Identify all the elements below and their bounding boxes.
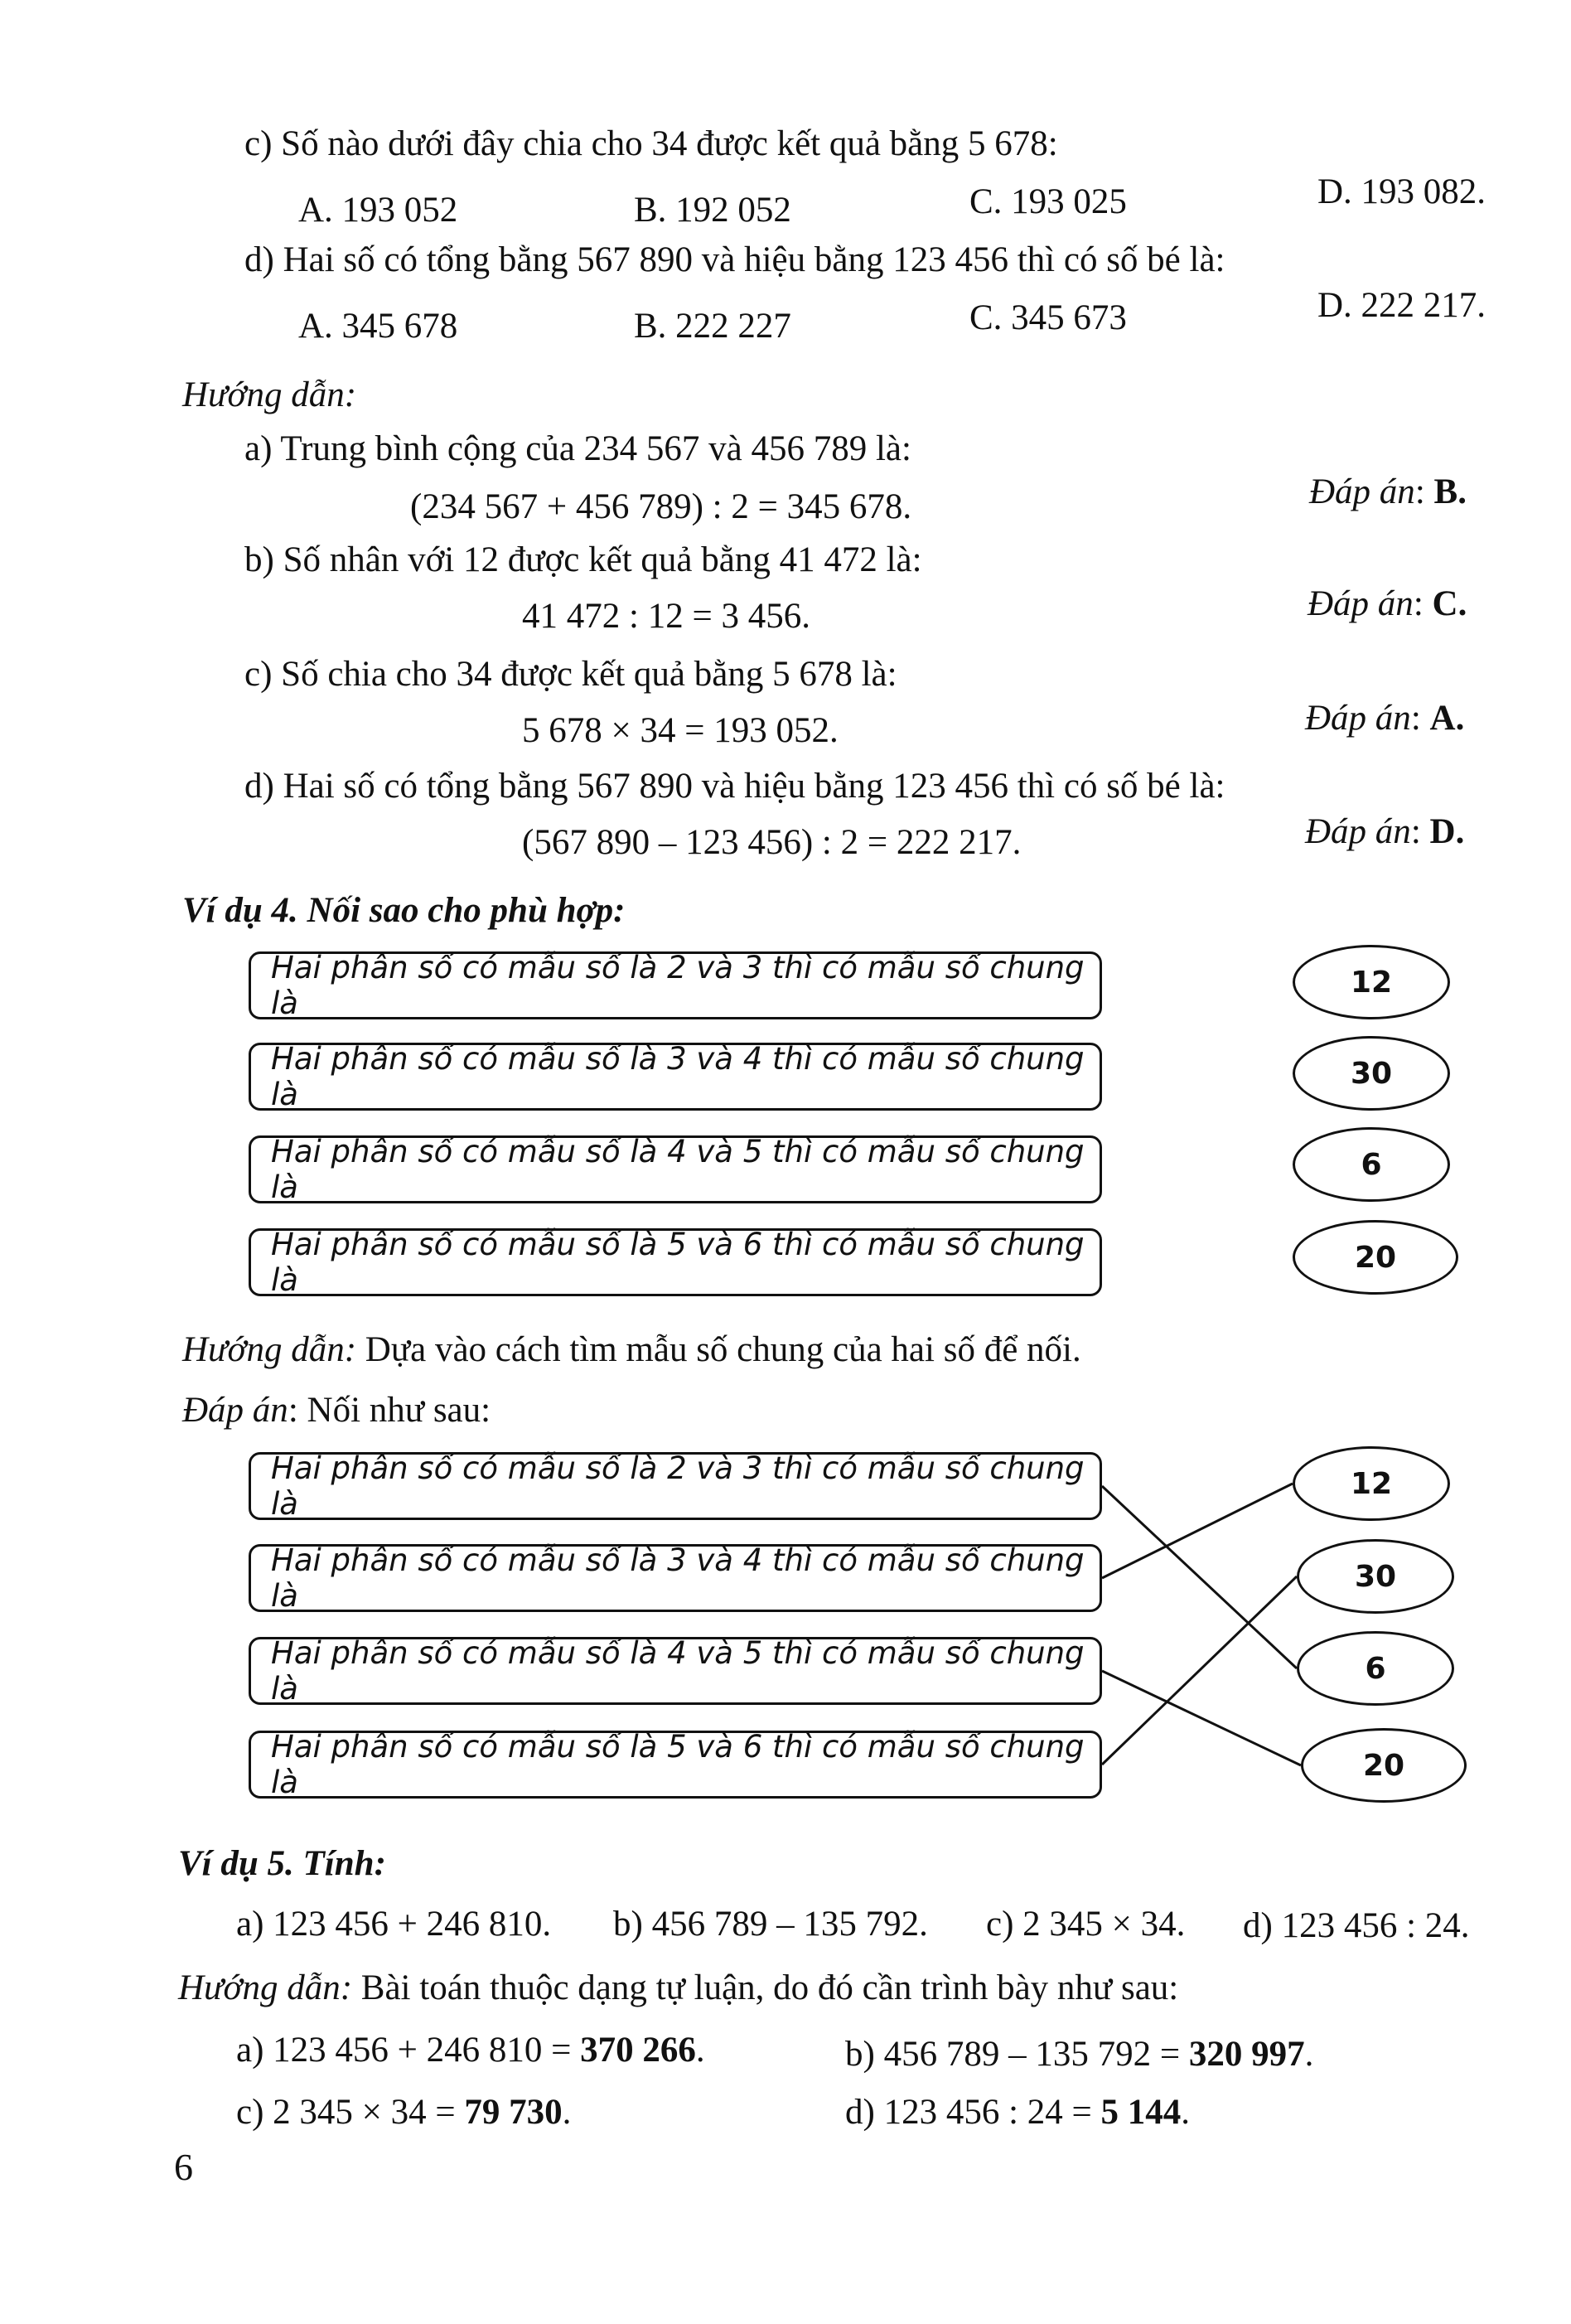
guide-b-text: b) Số nhân với 12 được kết quả bằng 41 472 là: [244, 540, 922, 579]
ex5-solution-a: a) 123 456 + 246 810 = 370 266. [236, 2031, 705, 2070]
connection-line-4 [1102, 1576, 1297, 1765]
guide-d-text: d) Hai số có tổng bằng 567 890 và hiệu bằng 123 456 thì có số bé là: [244, 767, 1225, 806]
guide-d-answer: Đáp án: D. [1305, 812, 1465, 851]
question-d-option-b: B. 222 227 [634, 307, 791, 346]
ex4-answer-statement-4: Hai phân số có mẫu số là 5 và 6 thì có mẫu số chung là [249, 1731, 1102, 1799]
ex4-statement-1: Hai phân số có mẫu số là 2 và 3 thì có mẫu số chung là [249, 951, 1102, 1019]
ex4-value-1: 12 [1293, 945, 1450, 1019]
ex4-answer-value-3: 6 [1297, 1631, 1454, 1706]
ex4-answer-value-4: 20 [1301, 1728, 1467, 1803]
guide-a-text: a) Trung bình cộng của 234 567 và 456 789 là: [244, 429, 911, 468]
ex4-guide: Hướng dẫn: Dựa vào cách tìm mẫu số chung của hai số để nối. [182, 1330, 1081, 1369]
ex4-answer-statement-1: Hai phân số có mẫu số là 2 và 3 thì có mẫu số chung là [249, 1452, 1102, 1520]
ex4-statement-4: Hai phân số có mẫu số là 5 và 6 thì có mẫu số chung là [249, 1228, 1102, 1296]
ex4-value-3: 6 [1293, 1127, 1450, 1202]
ex4-answer-statement-3: Hai phân số có mẫu số là 4 và 5 thì có mẫu số chung là [249, 1637, 1102, 1705]
question-d-option-c: C. 345 673 [969, 298, 1127, 337]
guide-d-calc: (567 890 – 123 456) : 2 = 222 217. [522, 823, 1022, 862]
question-c-option-c: C. 193 025 [969, 182, 1127, 221]
page-number: 6 [174, 2146, 193, 2188]
question-d-text: d) Hai số có tổng bằng 567 890 và hiệu bằng 123 456 thì có số bé là: [244, 240, 1225, 279]
guide-heading: Hướng dẫn: [182, 375, 357, 414]
example-4-title: Ví dụ 4. Nối sao cho phù hợp: [182, 891, 626, 930]
guide-a-answer: Đáp án: B. [1309, 472, 1467, 511]
connection-line-1 [1102, 1486, 1297, 1668]
ex5-problem-c: c) 2 345 × 34. [986, 1905, 1186, 1944]
ex4-answer-statement-2: Hai phân số có mẫu số là 3 và 4 thì có mẫu số chung là [249, 1544, 1102, 1612]
ex5-solution-c: c) 2 345 × 34 = 79 730. [236, 2093, 572, 2132]
guide-b-calc: 41 472 : 12 = 3 456. [522, 597, 810, 636]
ex4-answer-value-2: 30 [1297, 1539, 1454, 1614]
example-5-title: Ví dụ 5. Tính: [178, 1844, 386, 1883]
guide-c-answer: Đáp án: A. [1305, 699, 1465, 738]
ex5-guide: Hướng dẫn: Bài toán thuộc dạng tự luận, do đó cần trình bày như sau: [178, 1968, 1179, 2007]
connection-line-2 [1102, 1484, 1293, 1578]
question-c-option-a: A. 193 052 [298, 191, 458, 230]
guide-c-text: c) Số chia cho 34 được kết quả bằng 5 678 là: [244, 655, 897, 694]
ex4-statement-3: Hai phân số có mẫu số là 4 và 5 thì có mẫu số chung là [249, 1135, 1102, 1203]
question-d-option-a: A. 345 678 [298, 307, 458, 346]
ex4-value-2: 30 [1293, 1036, 1450, 1111]
guide-c-calc: 5 678 × 34 = 193 052. [522, 711, 839, 750]
connection-line-3 [1102, 1671, 1301, 1765]
ex4-answer-value-1: 12 [1293, 1446, 1450, 1521]
ex5-problem-b: b) 456 789 – 135 792. [613, 1905, 928, 1944]
question-c-option-d: D. 193 082. [1317, 172, 1486, 211]
ex4-answer-intro: Đáp án: Nối như sau: [182, 1391, 491, 1430]
guide-b-answer: Đáp án: C. [1308, 584, 1467, 623]
ex4-value-4: 20 [1293, 1220, 1458, 1295]
ex5-solution-b: b) 456 789 – 135 792 = 320 997. [845, 2035, 1314, 2074]
ex5-problem-a: a) 123 456 + 246 810. [236, 1905, 552, 1944]
question-c-option-b: B. 192 052 [634, 191, 791, 230]
ex5-solution-d: d) 123 456 : 24 = 5 144. [845, 2093, 1191, 2132]
guide-a-calc: (234 567 + 456 789) : 2 = 345 678. [410, 487, 912, 526]
question-d-option-d: D. 222 217. [1317, 286, 1486, 325]
ex5-problem-d: d) 123 456 : 24. [1243, 1906, 1470, 1945]
ex4-statement-2: Hai phân số có mẫu số là 3 và 4 thì có mẫu số chung là [249, 1043, 1102, 1111]
question-c-text: c) Số nào dưới đây chia cho 34 được kết quả bằng 5 678: [244, 124, 1058, 163]
